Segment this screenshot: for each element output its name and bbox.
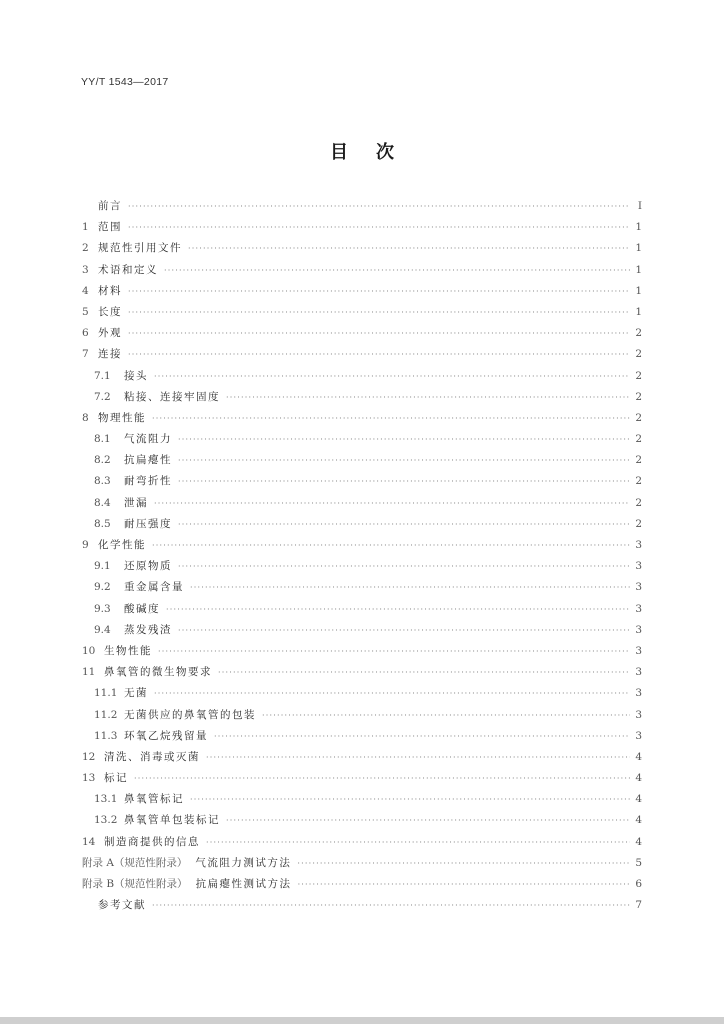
toc-entry-number: 6 — [82, 327, 89, 340]
toc-entry-page: 4 — [635, 750, 642, 763]
toc-entry-label: 抗扁瘪性测试方法 — [195, 878, 292, 890]
toc-entry-label: 无菌 — [124, 687, 148, 700]
toc-leader-dots — [206, 832, 630, 853]
toc-entry-page: 2 — [635, 496, 642, 509]
toc-leader-dots — [178, 450, 630, 471]
toc-entry[interactable] — [82, 683, 642, 704]
toc-leader-dots — [297, 853, 630, 874]
toc-leader-dots — [178, 514, 630, 535]
toc-leader-dots — [178, 471, 630, 492]
toc-entry[interactable] — [82, 895, 642, 916]
toc-leader-dots — [188, 238, 630, 259]
toc-entry[interactable] — [82, 323, 642, 344]
toc-entry-number: 1 — [82, 221, 89, 234]
toc-leader-dots — [262, 705, 630, 726]
toc-entry[interactable] — [82, 535, 642, 556]
toc-entry-page: 7 — [635, 899, 642, 912]
toc-entry-number: 11.2 — [94, 708, 118, 721]
toc-entry-page: 2 — [635, 411, 642, 424]
toc-entry[interactable] — [82, 514, 642, 535]
toc-entry-number: 2 — [82, 242, 89, 255]
toc-entry-number: 7.2 — [94, 390, 111, 403]
toc-leader-dots — [166, 599, 630, 620]
toc-entry-page: 4 — [635, 772, 642, 785]
toc-entry-page: Ⅰ — [637, 200, 642, 212]
toc-entry-number: 11.1 — [94, 687, 118, 700]
toc-entry-label: 耐弯折性 — [124, 475, 172, 488]
toc-entry-number: 7.1 — [94, 369, 111, 382]
toc-entry-label: 鼻氧管标记 — [124, 793, 184, 806]
toc-entry[interactable] — [82, 853, 642, 874]
toc-entry[interactable] — [82, 620, 642, 641]
toc-entry-number: 9 — [82, 539, 89, 551]
toc-entry-label: 耐压强度 — [124, 517, 172, 530]
toc-entry-page: 3 — [635, 644, 642, 657]
toc-entry-page: 1 — [635, 242, 642, 255]
toc-entry-number: 14 — [82, 835, 96, 848]
toc-entry-label: 抗扁瘪性 — [124, 454, 172, 467]
toc-entry-number: 9.4 — [94, 623, 111, 636]
toc-entry-label: 无菌供应的鼻氧管的包装 — [124, 708, 256, 721]
toc-entry[interactable] — [82, 556, 642, 577]
toc-entry[interactable] — [82, 217, 642, 238]
toc-entry-page: 3 — [635, 539, 642, 551]
toc-entry[interactable] — [82, 493, 642, 514]
toc-leader-dots — [158, 641, 630, 662]
toc-leader-dots — [134, 768, 630, 789]
toc-entry-label: 规范性引用文件 — [98, 242, 182, 255]
toc-entry[interactable] — [82, 577, 642, 598]
toc-leader-dots — [178, 556, 630, 577]
toc-entry-number: 8.4 — [94, 496, 111, 509]
toc-leader-dots — [190, 789, 630, 810]
toc-entry-number: 8.1 — [94, 433, 111, 446]
toc-entry-page: 2 — [635, 369, 642, 382]
toc-entry[interactable] — [82, 281, 642, 302]
toc-entry[interactable] — [82, 408, 642, 429]
toc-entry-label: 材料 — [98, 284, 122, 297]
toc-entry-number: 附录 B（规范性附录） — [82, 878, 188, 890]
toc-entry[interactable] — [82, 832, 642, 853]
toc-entry-number: 8.2 — [94, 454, 111, 467]
toc-entry-number: 5 — [82, 305, 89, 318]
toc-entry-page: 4 — [635, 835, 642, 848]
toc-leader-dots — [226, 810, 630, 831]
toc-leader-dots — [152, 895, 630, 916]
toc-leader-dots — [178, 620, 630, 641]
page-title: 目次 — [330, 142, 422, 163]
toc-entry[interactable] — [82, 450, 642, 471]
toc-entry-number: 4 — [82, 284, 89, 297]
toc-entry-label: 酸碱度 — [124, 602, 160, 615]
toc-leader-dots — [154, 683, 630, 704]
toc-entry-label: 术语和定义 — [98, 263, 158, 276]
toc-entry[interactable] — [82, 599, 642, 620]
toc-entry-page: 3 — [635, 729, 642, 742]
toc-entry-number: 10 — [82, 644, 96, 657]
toc-entry-label: 还原物质 — [124, 560, 172, 573]
toc-entry-number: 附录 A（规范性附录） — [82, 856, 188, 869]
toc-entry[interactable] — [82, 874, 642, 895]
toc-entry-number: 3 — [82, 263, 89, 276]
toc-entry[interactable] — [82, 810, 642, 831]
toc-entry-number: 13.1 — [94, 793, 118, 806]
toc-entry-number: 11.3 — [94, 729, 118, 742]
toc-entry-page: 1 — [635, 284, 642, 297]
toc-entry-page: 3 — [635, 687, 642, 700]
toc-entry-number: 8 — [82, 411, 89, 424]
toc-entry-page: 1 — [635, 263, 642, 276]
toc-leader-dots — [298, 874, 630, 895]
toc-entry[interactable] — [82, 387, 642, 408]
toc-entry-page: 2 — [635, 348, 642, 361]
toc-entry[interactable] — [82, 747, 642, 768]
toc-entry-page: 2 — [635, 390, 642, 403]
toc-entry-number: 9.2 — [94, 581, 111, 594]
toc-entry-number: 7 — [82, 348, 89, 361]
toc-entry[interactable] — [82, 344, 642, 365]
toc-leader-dots — [154, 366, 630, 387]
toc-entry[interactable] — [82, 705, 642, 726]
toc-entry-label: 鼻氧管的微生物要求 — [104, 666, 212, 679]
toc-entry-page: 2 — [635, 475, 642, 488]
toc-entry-label: 气流阻力 — [124, 433, 172, 446]
toc-entry-label: 重金属含量 — [124, 581, 184, 594]
toc-entry[interactable] — [82, 260, 642, 281]
toc-entry-number: 9.1 — [94, 560, 111, 573]
toc-entry-label: 环氧乙烷残留量 — [124, 729, 208, 742]
toc-entry-label: 接头 — [124, 369, 148, 382]
toc-entry[interactable] — [82, 768, 642, 789]
toc-entry-label: 长度 — [98, 305, 122, 318]
toc-entry-label: 粘接、连接牢固度 — [124, 390, 220, 403]
footer-divider — [0, 1017, 724, 1024]
toc-entry-label: 制造商提供的信息 — [104, 835, 200, 848]
toc-leader-dots — [190, 577, 630, 598]
toc-entry-number: 9.3 — [94, 602, 111, 615]
toc-entry-page: 4 — [635, 814, 642, 827]
toc-entry-page: 3 — [635, 708, 642, 721]
toc-entry[interactable] — [82, 366, 642, 387]
toc-leader-dots — [154, 493, 630, 514]
toc-entry-label: 范围 — [98, 221, 122, 234]
toc-entry[interactable] — [82, 789, 642, 810]
toc-entry-page: 3 — [635, 666, 642, 679]
toc-entry-number: 11 — [82, 666, 96, 679]
toc-entry-number: 12 — [82, 750, 96, 763]
toc-entry-label: 物理性能 — [98, 411, 146, 424]
toc-leader-dots — [128, 217, 630, 238]
toc-leader-dots — [128, 323, 630, 344]
toc-entry-label: 前言 — [98, 200, 122, 212]
standard-code: YY/T 1543—2017 — [81, 76, 169, 88]
toc-entry-page: 1 — [635, 305, 642, 318]
toc-leader-dots — [152, 408, 630, 429]
toc-entry-label: 泄漏 — [124, 496, 148, 509]
toc-entry[interactable] — [82, 726, 642, 747]
toc-entry-page: 3 — [635, 560, 642, 573]
toc-leader-dots — [164, 260, 630, 281]
toc-leader-dots — [128, 196, 630, 217]
toc-entry-page: 2 — [635, 517, 642, 530]
toc-entry-label: 化学性能 — [98, 539, 146, 551]
toc-leader-dots — [218, 662, 630, 683]
toc-leader-dots — [128, 281, 630, 302]
toc-entry-label: 气流阻力测试方法 — [195, 856, 292, 869]
toc-leader-dots — [214, 726, 630, 747]
toc-entry[interactable] — [82, 196, 642, 217]
toc-entry-page: 3 — [635, 623, 642, 636]
toc-entry-page: 3 — [635, 581, 642, 594]
toc-entry-page: 4 — [635, 793, 642, 806]
toc-entry-label: 参考文献 — [98, 899, 146, 912]
table-of-contents — [82, 196, 642, 916]
toc-entry[interactable] — [82, 302, 642, 323]
toc-entry-number: 8.5 — [94, 517, 111, 530]
toc-entry[interactable] — [82, 641, 642, 662]
toc-entry-page: 1 — [635, 221, 642, 234]
toc-entry-label: 鼻氧管单包装标记 — [124, 814, 220, 827]
toc-entry[interactable] — [82, 662, 642, 683]
toc-entry[interactable] — [82, 429, 642, 450]
toc-entry-page: 2 — [635, 433, 642, 446]
toc-leader-dots — [206, 747, 630, 768]
toc-entry[interactable] — [82, 471, 642, 492]
toc-entry-page: 2 — [635, 327, 642, 340]
toc-entry-number: 13.2 — [94, 814, 118, 827]
toc-entry-label: 标记 — [104, 772, 128, 785]
toc-entry-label: 清洗、消毒或灭菌 — [104, 750, 200, 763]
toc-entry-label: 生物性能 — [104, 644, 152, 657]
toc-leader-dots — [178, 429, 630, 450]
toc-entry-page: 6 — [635, 878, 642, 890]
toc-entry[interactable] — [82, 238, 642, 259]
toc-leader-dots — [152, 535, 630, 556]
toc-leader-dots — [226, 387, 630, 408]
toc-entry-label: 蒸发残渣 — [124, 623, 172, 636]
toc-entry-number: 8.3 — [94, 475, 111, 488]
toc-entry-page: 3 — [635, 602, 642, 615]
toc-leader-dots — [128, 344, 630, 365]
toc-entry-number: 13 — [82, 772, 96, 785]
toc-entry-label: 连接 — [98, 348, 122, 361]
toc-entry-page: 2 — [635, 454, 642, 467]
toc-leader-dots — [128, 302, 630, 323]
toc-entry-label: 外观 — [98, 327, 122, 340]
toc-entry-page: 5 — [635, 856, 642, 869]
